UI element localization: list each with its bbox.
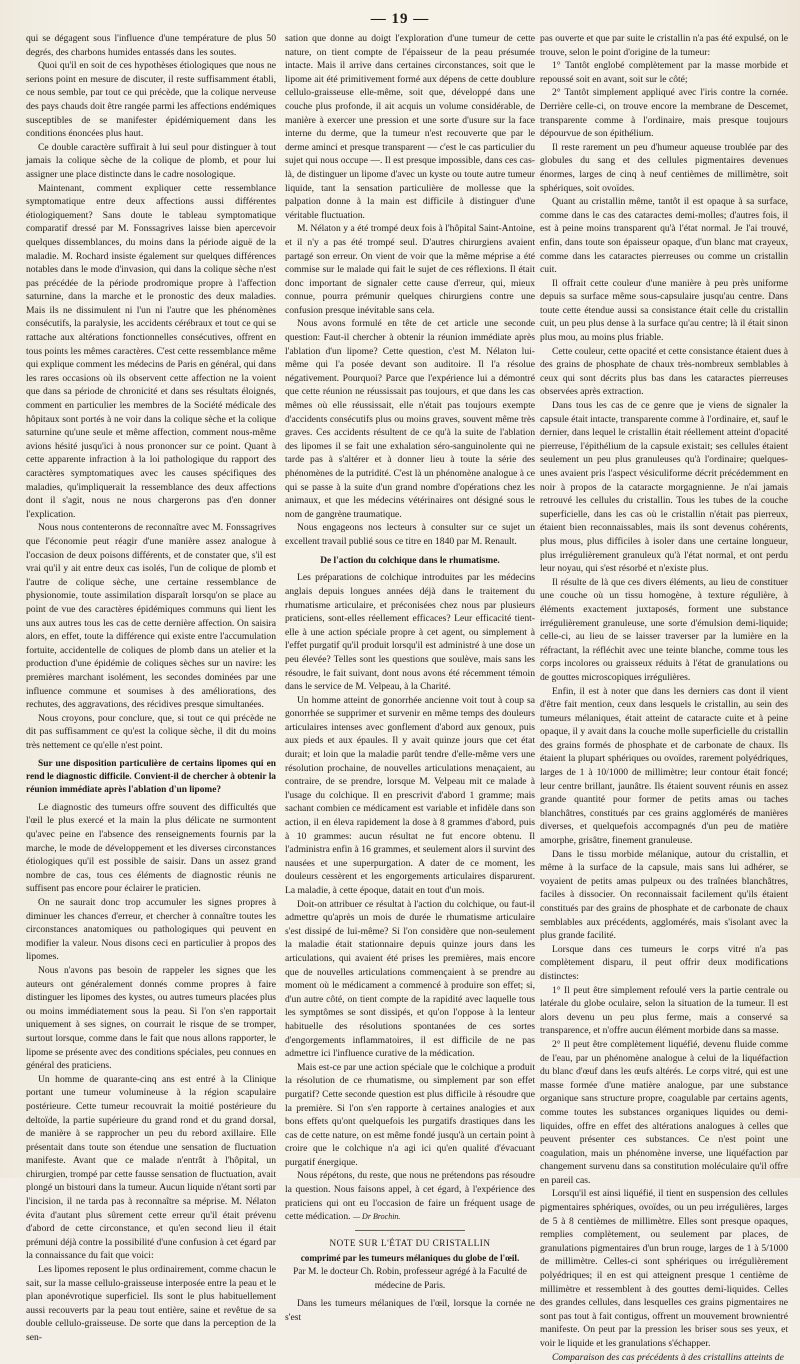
paragraph: Nous croyons, pour conclure, que, si tout ce qui précède ne dit pas suffisamment ce qu'est la colique sèche, il dit du moins très nettement ce qu'elle n'est point. (26, 712, 276, 751)
paragraph: qui se dégagent sous l'influence d'une température de plus 50 degrés, des charbons humides entassés dans les soutes. (26, 33, 276, 58)
paragraph: Nous engageons nos lecteurs à consulter sur ce sujet un excellent travail publié sous ce titre en 1840 par M. Renault. (285, 522, 535, 547)
paragraph-text: Nous répétons, du reste, que nous ne prétendons pas résoudre la question. Nous faisons appel, à cet égard, à l'expérience des praticiens qui ont eu l'occasion de faire un fréquent usage de cette médication. (285, 1170, 535, 1223)
paragraph: Ce double caractère suffirait à lui seul pour distinguer à tout jamais la colique sèche de la colique de plomb, et pour lui assigner une place distincte dans le cadre nosologique. (26, 141, 276, 180)
paragraph: Nous avons formulé en tête de cet article une seconde question: Faut-il chercher à obtenir la réunion immédiate après l'ablation d'un lipome? Cette question, c'est M. Nélaton lui-même qui l'a posée devant son auditoire. Il l'a résolue négativement. Pourquoi? Parce que l'expérience lui a démontré que cette réunion ne réussissait pas toujours, et que dans les cas mêmes où elle réussissait, elle n'était pas toujours exempte d'accidents consécutifs plus ou moins graves, souvent même très graves. Ces accidents résultent de ce qu'à la suite de l'ablation des lipomes il se fait une exhalation séro-sanguinolente qui ne tarde pas à s'altérer et à donner lieu à toute la série des phénomènes de la putridité. C'est là un phénomène analogue à ce qui se passe à la suite d'un grand nombre d'opérations chez les animaux, et que les médecins vétérinaires ont désigné sous le nom de gangrène traumatique. (285, 318, 535, 520)
list-item: 2° Il peut être complètement liquéfié, devenu fluide comme de l'eau, par un phénomène analogue à celui de la liquéfaction du blanc d'œuf dans les œufs altérés. Le corps vitré, qui est une masse formée d'une matière analogue, par une substance organique sans structure propre, coagulable par certains agents, comme toutes les substances organiques liquides ou demi-liquides, offre en effet des altérations analogues à celles que peuvent présenter ces substances. Ce n'est point une coagulation, mais un phénomène inverse, une liquéfaction par changement survenu dans sa constitution moléculaire qu'il offre en pareil cas. (540, 1038, 788, 1186)
paragraph (540, 1351, 788, 1364)
paragraph: Nous nous contenterons de reconnaître avec M. Fonssagrives que l'économie peut réagir d'une manière assez analogue à l'occasion de deux poisons différents, et de constater que, s'il est vrai qu'il y ait entre deux cas isolés, l'un de colique de plomb et l'autre de colique sèche, une certaine ressemblance de physionomie, toute assimilation disparaît lorsqu'on se place au point de vue des caractères épidémiques communs qui lient les uns aux autres tous les cas de cette dernière affection. On saisira alors, en effet, toute la différence qui existe entre l'accumulation fortuite, accidentelle de coliques de plomb dans un atelier et la production d'une épidémie de coliques sèches sur un navire: les premières marchant isolément, les secondes dominées par une influence commune et soumises à des améliorations, des rechutes, des aggravations, des récidives presque simultanées. (26, 522, 276, 711)
paragraph: Quoi qu'il en soit de ces hypothèses étiologiques que nous ne serions point en mesure de discuter, il reste suffisamment établi, ce nous semble, par tout ce qui précède, que la colique nerveuse des pays chauds doit être rangée parmi les affections endémiques susceptibles de se manifester épidémiquement dans les conditions énoncées plus haut. (26, 60, 276, 140)
paragraph: On ne saurait donc trop accumuler les signes propres à diminuer les chances d'erreur, et chercher à connaître toutes les circonstances anatomiques ou pathologiques qui peuvent en modifier la valeur. Nous disons ceci en particulier à propos des lipomes. (26, 897, 276, 963)
paragraph: Nous n'avons pas besoin de rappeler les signes que les auteurs ont généralement donnés comme propres à faire distinguer les lipomes des kystes, ou autres tumeurs placées plus ou moins immédiatement sous la peau. Si l'on s'en rapportait uniquement à ses signes, on courrait le risque de se tromper, surtout lorsque, comme dans le fait que nous allons rapporter, le lipome se présente avec des conditions spéciales, peu connues en général des praticiens. (26, 964, 276, 1072)
article-heading-lipomes: Sur une disposition particulière de certains lipomes qui en rend le diagnostic difficile. Convient-il de chercher à obtenir la réunion immédiate après l'ablation d'un lipome? (26, 759, 276, 796)
paragraph: Le diagnostic des tumeurs offre souvent des difficultés que l'œil le plus exercé et la main la plus délicate ne surmontent qu'avec peine en l'absence des renseignements fournis par la marche, le mode de développement et les diverses circonstances étiologiques qu'il est possible de saisir. Dans un assez grand nombre de cas, tous ces éléments de diagnostic réunis ne suffisent pas encore pour éclairer le praticien. (26, 801, 276, 895)
column-right (540, 32, 788, 1363)
article-title: NOTE SUR L'ÉTAT DU CRISTALLIN (329, 1237, 491, 1248)
paragraph: Dans tous les cas de ce genre que je viens de signaler la capsule était intacte, transparente comme à l'ordinaire, et, sauf le dernier, dans lequel le cristallin était réellement atteint d'opacité pierreuse, l'épithélium de la capsule existait; ses cellules étaient seulement un peu plus granuleuses qu'à l'ordinaire; quelques-unes avaient pris l'aspect vésiculiforme décrit précédemment en noir à propos de la cataracte morgagnienne. Je n'ai jamais retrouvé les cellules du cristallin. Tous les tubes de la couche superficielle, dans les cas où le cristallin n'était pas pierreux, étaient bien reconnaissables, mais ils sont devenus cohérents, plus mous, plus difficiles à isoler dans une certaine longueur, plus irrégulièrement granuleux qu'à l'état normal, et ont perdu leur noyau, qui s'est résorbé et n'existe plus. (540, 400, 788, 575)
page-number: — 19 — (370, 11, 430, 27)
paragraph: Un homme atteint de gonorrhée ancienne voit tout à coup sa gonorrhée se supprimer et survenir en même temps des douleurs articulaires intenses avec gonflement d'abord aux genoux, puis aux pieds et aux épaules. Il y avait quinze jours que cet état durait; et loin que la maladie parût tendre d'elle-même vers une résolution prochaine, de nouvelles articulations menaçaient, au contraire, de se prendre, lorsque M. Velpeau mit ce malade à l'usage du colchique. Il en prescrivit d'abord 1 gramme; mais sachant combien ce médicament est variable et infidèle dans son action, il en éleva rapidement la dose à 8 grammes d'abord, puis à 10 grammes: aucun résultat ne fut encore obtenu. Il l'administra enfin à 16 grammes, et seulement alors il survint des nausées et une superpurgation. A dater de ce moment, les douleurs cessèrent et les engorgements articulaires disparurent. La maladie, à cette époque, datait en tout d'un mois. (285, 694, 535, 897)
paragraph (285, 1169, 535, 1223)
paragraph: Mais est-ce par une action spéciale que le colchique a produit la résolution de ce rhumatisme, ou simplement par son effet purgatif? Cette seconde question est plus difficile à résoudre que la première. Si l'on s'en rapporte à certaines analogies et aux bons effets qu'ont quelquefois les purgatifs drastiques dans les cas de cette nature, on est même fondé jusqu'à un certain point à croire que le colchique n'a agi ici qu'en qualité d'évacuant purgatif énergique. (285, 1061, 535, 1168)
section-divider (355, 1230, 465, 1231)
article-subtitle: comprimé par les tumeurs mélaniques du globe de l'œil. (300, 1253, 520, 1264)
paragraph: M. Nélaton y a été trompé deux fois à l'hôpital Saint-Antoine, et il n'y a pas été trompé seul. D'autres chirurgiens avaient partagé son erreur. On vient de voir que la même méprise a été commise sur le malade qui fait le sujet de ces réflexions. Il était donc important de signaler cette cause d'erreur, qui, mieux connue, pourra prémunir quelques chirurgiens contre une confusion presque inévitable sans cela. (285, 223, 535, 316)
article-byline: Par M. le docteur Ch. Robin, professeur agrégé à la Faculté de médecine de Paris. (293, 1267, 527, 1291)
paragraph: Les lipomes reposent le plus ordinairement, comme chacun le sait, sur la masse cellulo-graisseuse interposée entre la peau et le plan aponévrotique superficiel. Ils sont le plus habituellement aussi recouverts par la peau tout entière, saine et revêtue de sa double cellulo-graisseuse. De sorte que dans la perception de la sen- (26, 1264, 276, 1344)
author-signature: — Dr Brochin. (352, 1212, 401, 1222)
paragraph: Un homme de quarante-cinq ans est entré à la Clinique portant une tumeur volumineuse à la région scapulaire postérieure. Cette tumeur recouvrait la moitié postérieure du deltoïde, la partie supérieure du grand rond et du grand dorsal, de manière à se rapprocher un peu du rebord axillaire. Elle présentait dans toute son étendue une sensation de fluctuation manifeste. Avant que ce malade n'entrât à l'hôpital, un chirurgien, trompé par cette fausse sensation de fluctuation, avait plongé un bistouri dans la tumeur. Aucun liquide n'étant sorti par l'incision, il ne tarda pas à reconnaître sa méprise. M. Nélaton évita d'autant plus sûrement cette erreur qu'il était prévenu d'abord de cette circonstance, et qu'en second lieu il était prémuni déjà contre la possibilité d'une confusion à cet égard par la connaissance du fait que voici: (26, 1073, 276, 1262)
list-item: 1° Il peut être simplement refoulé vers la partie centrale ou latérale du globe oculaire, selon la situation de la tumeur. Il est alors devenu un peu plus ferme, mais a conservé sa transparence, et n'offre aucun élément morbide dans sa masse. (540, 984, 788, 1037)
paragraph: Doit-on attribuer ce résultat à l'action du colchique, ou faut-il admettre qu'après un mois de durée le rhumatisme articulaire s'est dissipé de lui-même? Si l'on considère que non-seulement la maladie était stationnaire depuis quinze jours dans les articulations, qui avaient été prises les premières, mais encore que de nouvelles articulations commençaient à se prendre au moment où le médicament a commencé à produire son effet; si, d'un autre côté, on tient compte de la rapidité avec laquelle tous les symptômes se sont dissipés, et qu'on l'oppose à la lenteur habituelle des résolutions spontanées de ces sortes d'engorgements inflammatoires, il est difficile de ne pas admettre ici l'influence curative de la médication. (285, 898, 535, 1060)
paragraph: Il offrait cette couleur d'une manière à peu près uniforme depuis sa surface même sous-capsulaire jusqu'au centre. Dans toute cette étendue aussi sa consistance était celle du cristallin cuit, un peu plus dense à la surface qu'au centre; là il était sinon plus mou, au moins plus friable. (540, 277, 788, 344)
paragraph: Quant au cristallin même, tantôt il est opaque à sa surface, comme dans le cas des cataractes demi-molles; d'autres fois, il est à peine moins transparent qu'à l'état normal. Je l'ai trouvé, enfin, dans toute son épaisseur opaque, d'un blanc mat crayeux, comme dans les cataractes pierreuses ou comme un cristallin cuit. (540, 196, 788, 276)
paragraph: Il reste rarement un peu d'humeur aqueuse troublée par des globules du sang et des cellules pigmentaires devenues énormes, larges de cinq à neuf centièmes de millimètre, soit sphériques, soit ovoïdes. (540, 141, 788, 194)
paragraph: Les préparations de colchique introduites par les médecins anglais depuis longues années déjà dans le traitement du rhumatisme articulaire, et préconisées chez nous par plusieurs praticiens, sont-elles réellement efficaces? Leur efficacité tient-elle à une action spéciale propre à cet agent, ou simplement à l'effet purgatif qu'il produit lorsqu'il est administré à une dose un peu élevée? Telles sont les questions que soulève, mais sans les résoudre, le fait suivant, dont nous avons été récemment témoin dans le service de M. Velpeau, à la Charité. (285, 572, 535, 693)
paragraph: Cette couleur, cette opacité et cette consistance étaient dues à des grains de phosphate de chaux très-nombreux semblables à ceux qui sont décrits plus bas dans les cataractes pierreuses observées après extraction. (540, 345, 788, 398)
paragraph: Dans le tissu morbide mélanique, autour du cristallin, et même à la surface de la capsule, mais sans lui adhérer, se voyaient de petits amas pulpeux ou des traînées blanchâtres, faciles à dissocier. On reconnaissait facilement qu'ils étaient constitués par des grains de phosphate et de carbonate de chaux semblables aux précédents, agglomérés, mais s'isolant avec la plus grande facilité. (540, 848, 788, 942)
paragraph-text: Comparaison des cas précédents à des cristallins atteints de (552, 1351, 784, 1363)
column-left (26, 32, 276, 1344)
paragraph: Lorsqu'il est ainsi liquéfié, il tient en suspension des cellules pigmentaires sphériques, ovoïdes, ou un peu irrégulières, larges de 5 à 8 centièmes de millimètre. Elles sont presque opaques, remplies complètement, ou seulement par places, de granulations pigmentaires d'un brun rouge, larges de 1 à 5/1000 de millimètre. Celles-ci sont sphériques ou irrégulièrement polyédriques; il en est qui atteignent presque 1 centième de millimètre et ressemblent à des gouttes demi-liquides. Celles des grandes cellules, dans lesquelles ces grains pigmentaires ne sont pas tout à fait contigus, offrent un mouvement brownientré manifeste. On peut par la pression les briser sous ses yeux, et voir le liquide et les granulations s'échapper. (540, 1188, 788, 1349)
column-middle (285, 32, 535, 1323)
paragraph: Maintenant, comment expliquer cette ressemblance symptomatique entre deux affections aussi différentes étiologiquement? Sans doute le tableau symptomatique comparatif dressé par M. Fonssagrives laisse bien apercevoir quelques dissemblances, du moins dans la période aiguë de la maladie. M. Rochard insiste également sur quelques différences notables dans le mode d'invasion, qui dans la colique sèche n'est pas précédée de la période prodromique propre à l'affection saturnine, dans la marche et le pronostic des deux maladies. Mais ils ne dissimulent ni l'un ni l'autre que les phénomènes consécutifs, la paralysie, les accidents cérébraux et tout ce qui se rattache aux altérations fonctionnelles consécutives, offrent en tous points les mêmes caractères. C'est cette ressemblance même qui explique comment les médecins de Paris en général, qui dans les rares occasions où ils observent cette affection ne la voient que dans sa période de chronicité et dans ses résultats éloignés, comment en particulier les membres de la Société médicale des hôpitaux sont portés à ne voir dans la colique sèche et la colique saturnine qu'une seule et même affection, comment nous-même avions hésité jusqu'ici à nous prononcer sur ce point. Quant à cette apparente infraction à la loi pathologique du rapport des caractères symptomatiques avec les causes spécifiques des maladies, qu'impliquerait la ressemblance des deux affections dont il s'agit, nous ne nous chargerons pas d'en donner l'explication. (26, 182, 276, 520)
list-item: 1° Tantôt englobé complètement par la masse morbide et repoussé soit en avant, soit sur le côté; (540, 60, 788, 85)
list-item: 2° Tantôt simplement appliqué avec l'iris contre la cornée. Derrière celle-ci, on trouve encore la membrane de Descemet, transparente comme à l'ordinaire, mais presque toujours dépourvue de son épithélium. (540, 87, 788, 140)
paragraph: Dans les tumeurs mélaniques de l'œil, lorsque la cornée ne s'est (285, 1298, 535, 1323)
paragraph: Enfin, il est à noter que dans les derniers cas dont il vient d'être fait mention, ceux dans lesquels le cristallin, au sein des tumeurs mélaniques, était atteint de cataracte cuite et à peine opaque, il y avait dans la couche molle superficielle du cristallin des grains formés de phosphate et de carbonate de chaux. Ils étaient la plupart sphériques ou ovoïdes, rarement polyédriques, larges de 1 à 10/1000 de millimètre; leur contour était foncé; leur centre brillant, jaunâtre. Ils étaient souvent réunis en assez grande quantité pour former de petits amas ou taches blanchâtres, constitués par ces grains agglomérés de manières diverses, et quelquefois accompagnés d'un peu de matière amorphe, grisâtre, finement granuleuse. (540, 685, 788, 847)
paragraph: sation que donne au doigt l'exploration d'une tumeur de cette nature, on tient compte de l'épaisseur de la peau présumée intacte. Mais il arrive dans certaines circonstances, soit que le lipome ait été primitivement formé aux dépens de cette doublure cellulo-graisseuse elle-même, soit que, développé dans une couche plus profonde, il ait acquis un volume considérable, de manière à exercer une pression et une sorte d'usure sur la face interne du derme, que la tumeur n'est recouverte que par le derme aminci et presque transparent — c'est le cas particulier du sujet qui nous occupe —. Il est presque impossible, dans ces cas-là, de distinguer un lipome d'avec un kyste ou toute autre tumeur liquide, tant la sensation particulière de mollesse que la palpation donne à la main est difficile à distinguer d'une véritable fluctuation. (285, 33, 535, 221)
paragraph: Il résulte de là que ces divers éléments, au lieu de constituer une couche où un tissu homogène, à texture régulière, à éléments exactement juxtaposés, forment une substance irrégulièrement granuleuse, une sorte d'émulsion demi-liquide; celle-ci, au lieu de se laisser traverser par la lumière en la réfractant, la réfléchit avec une teinte blanche, comme tous les corps incolores ou graisseux réduits à l'état de granulations ou de gouttes microscopiques irrégulières. (540, 576, 788, 683)
paragraph: pas ouverte et que par suite le cristallin n'a pas été expulsé, on le trouve, selon le point d'origine de la tumeur: (540, 33, 788, 58)
paragraph: Lorsque dans ces tumeurs le corps vitré n'a pas complètement disparu, il peut offrir deux modifications distinctes: (540, 943, 788, 982)
article-heading-colchique: De l'action du colchique dans le rhumatisme. (320, 555, 500, 566)
